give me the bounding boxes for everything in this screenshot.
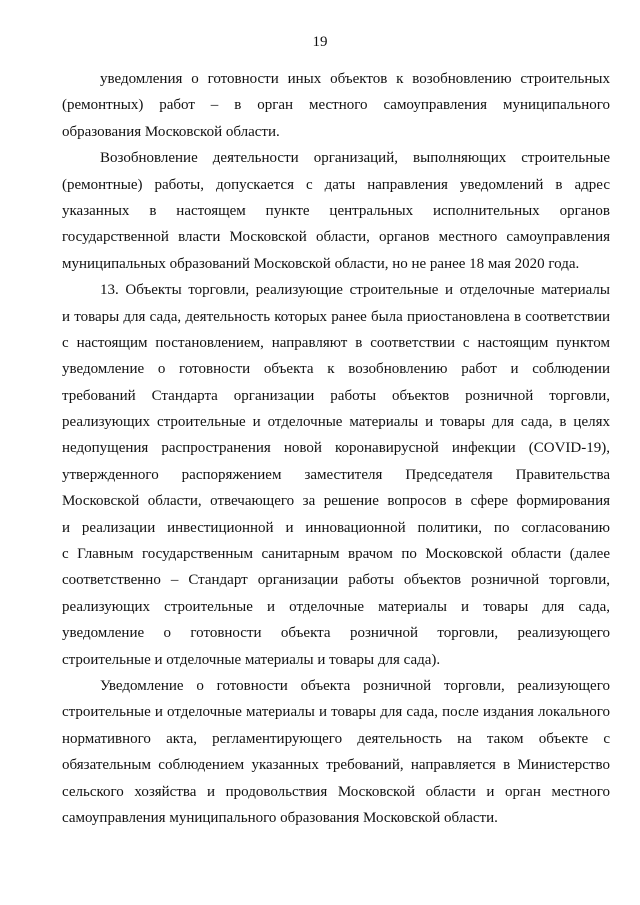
text-line: указанных в настоящем пункте центральных исполнительных органов xyxy=(62,202,610,219)
text-line: недопущения распространения новой коронавирусной инфекции (COVID-19), xyxy=(62,440,610,457)
text-line: реализующих строительные и отделочные материалы и товары для сада, в целях xyxy=(62,414,610,431)
page-number: 19 xyxy=(312,34,328,50)
text-line: Московской области, отвечающего за решение вопросов в сфере формирования xyxy=(62,493,610,510)
text-line: муниципальных образований Московской области, но не ранее 18 мая 2020 года. xyxy=(62,255,580,272)
paragraph xyxy=(62,66,610,145)
text-line: уведомление о готовности объекта к возобновлению работ и соблюдении xyxy=(62,361,610,378)
text-line: утвержденного распоряжением заместителя Председателя Правительства xyxy=(62,466,610,483)
text-line: (ремонтные) работы, допускается с даты направления уведомлений в адрес xyxy=(62,176,610,193)
text-line: самоуправления муниципального образования Московской области. xyxy=(62,809,498,826)
paragraph xyxy=(62,673,610,831)
text-line: уведомления о готовности иных объектов к возобновлению строительных xyxy=(100,71,610,87)
text-line: Уведомление о готовности объекта розничной торговли, реализующего xyxy=(100,677,610,694)
text-line: и реализации инвестиционной и инновационной политики, по согласованию xyxy=(62,519,610,536)
text-line: нормативного акта, регламентирующего деятельность на таком объекте с xyxy=(62,730,610,747)
text-line: уведомление о готовности объекта розничной торговли, реализующего xyxy=(62,625,610,642)
text-line: строительные и отделочные материалы и товары для сада, после издания локального xyxy=(62,704,610,721)
text-line: реализующих строительные и отделочные материалы и товары для сада, xyxy=(62,598,610,615)
text-line: государственной власти Московской области, органов местного самоуправления xyxy=(62,229,610,246)
text-line: Возобновление деятельности организаций, выполняющих строительные xyxy=(100,150,610,167)
text-line: требований Стандарта организации работы объектов розничной торговли, xyxy=(62,387,610,404)
text-line: и товары для сада, деятельность которых ранее была приостановлена в соответствии xyxy=(62,308,610,325)
text-line: строительные и отделочные материалы и товары для сада). xyxy=(62,651,441,668)
text-line: образования Московской области. xyxy=(62,123,280,140)
text-line: соответственно – Стандарт организации работы объектов розничной торговли, xyxy=(62,572,610,589)
text-line: обязательным соблюдением указанных требований, направляется в Министерство xyxy=(62,757,610,774)
paragraph xyxy=(62,277,610,673)
text-line: с Главным государственным санитарным врачом по Московской области (далее xyxy=(62,546,610,563)
document-body xyxy=(62,66,610,831)
text-line: сельского хозяйства и продовольствия Московской области и орган местного xyxy=(62,783,610,800)
text-line: 13. Объекты торговли, реализующие строительные и отделочные материалы xyxy=(100,282,610,299)
paragraph xyxy=(62,145,610,277)
text-line: с настоящим постановлением, направляют в соответствии с настоящим пунктом xyxy=(62,334,610,351)
text-line: (ремонтных) работ – в орган местного самоуправления муниципального xyxy=(62,97,610,114)
